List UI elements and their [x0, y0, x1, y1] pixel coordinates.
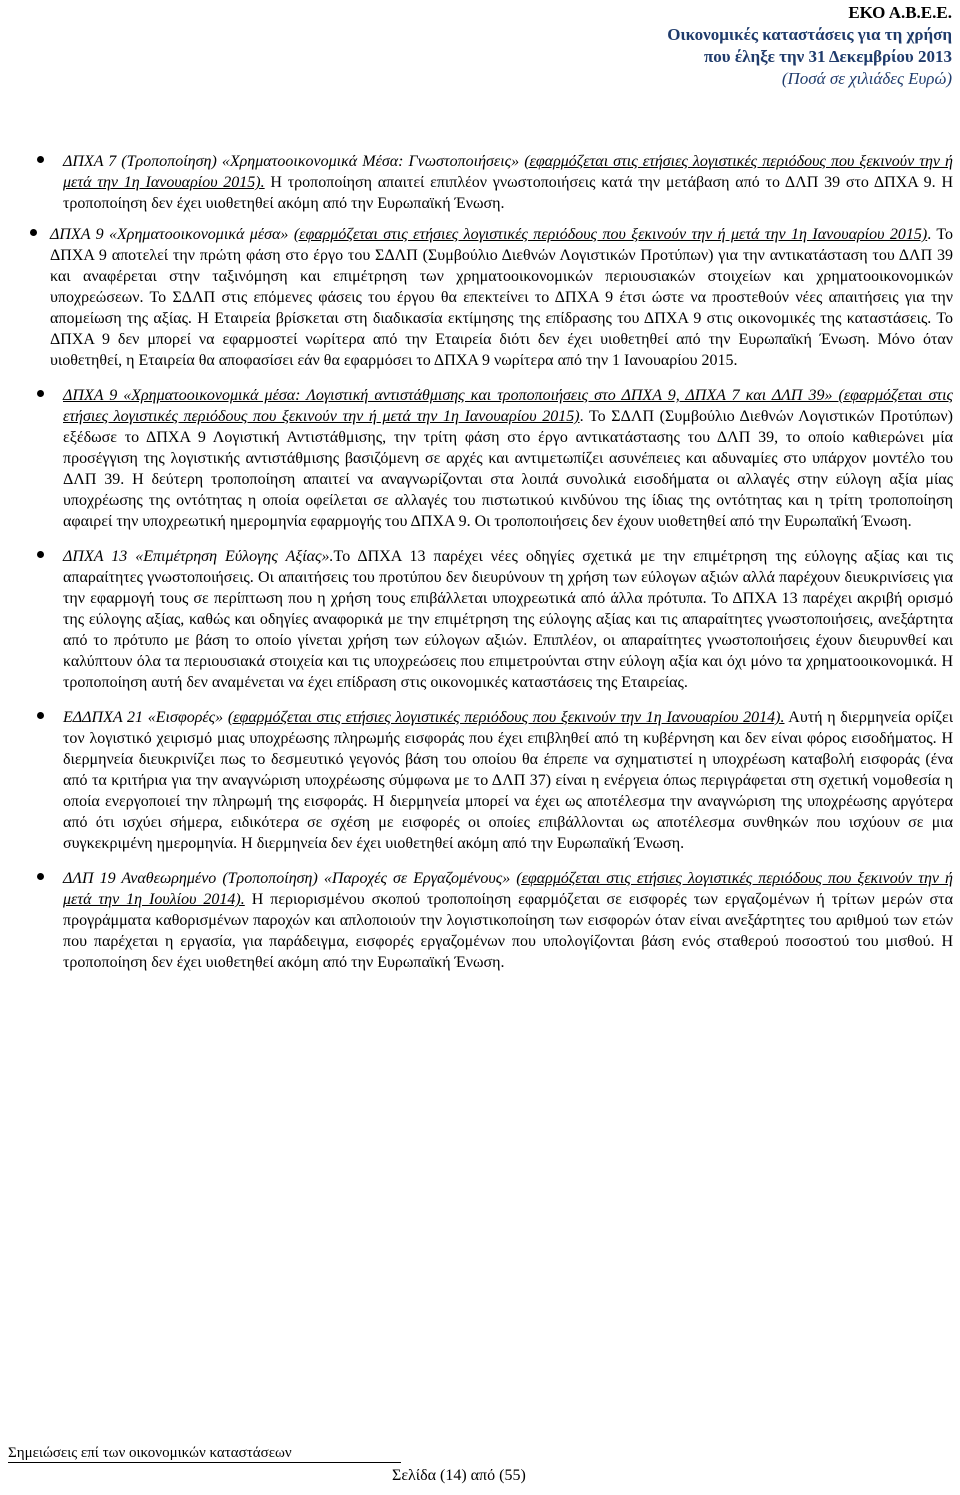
effective-date: (εφαρμόζεται στις ετήσιες λογιστικές περιόδους που ξεκινούν την ή μετά την 1η Ιανουαρίου 2015).	[63, 153, 953, 191]
list-item	[63, 385, 953, 532]
effective-date: (εφαρμόζεται στις ετήσιες λογιστικές περιόδους που ξεκινούν την ή μετά την 1η Ιουλίου 2014).	[63, 870, 953, 908]
standard-title: ΔΠΧΑ 9 «Χρηματοοικονομικά μέσα»	[50, 226, 294, 243]
item-body: . Το ΔΠΧΑ 9 αποτελεί την πρώτη φάση στο έργο του ΣΔΛΠ (Συμβούλιο Διεθνών Λογιστικών Προτύπων) για την αντικατάσταση του ΔΛΠ 39 και αναφέρεται στην ταξινόμηση και επιμέτρηση των χρηματοοικονομικών περιουσιακών στοιχείων και χρηματοοικονομικών υποχρεώσεων. Το ΣΔΛΠ στις επόμενες φάσεις του έργου θα επεκτείνει το ΔΠΧΑ 9 έτσι ώστε να προστεθούν νέες απαιτήσεις για την απομείωση της αξίας. Η Εταιρεία βρίσκεται στη διαδικασία εκτίμησης της επίδρασης του ΔΠΧΑ 9 στις οικονομικές της καταστάσεις. Το ΔΠΧΑ 9 δεν μπορεί να εφαρμοστεί νωρίτερα από την Εταιρεία διότι δεν έχει υιοθετηθεί από την Ευρωπαϊκή Ένωση. Μόνο όταν υιοθετηθεί, η Εταιρεία θα αποφασίσει εάν θα εφαρμόσει το ΔΠΧΑ 9 νωρίτερα από την 1 Ιανουαρίου 2015.	[50, 226, 954, 369]
list-item	[63, 707, 953, 854]
list-item	[50, 224, 953, 371]
standard-title: ΔΛΠ 19 Αναθεωρημένο (Τροποποίηση) «Παροχές σε Εργαζομένους»	[63, 870, 517, 887]
list-item	[63, 868, 953, 973]
effective-date: (εφαρμόζεται στις ετήσιες λογιστικές περιόδους που ξεκινούν την 1η Ιανουαρίου 2014).	[227, 709, 785, 726]
item-body: Η περιορισμένου σκοπού τροποποίηση εφαρμόζεται σε εισφορές των εργαζομένων ή τρίτων μερών στα προγράμματα καθορισμένων παροχών και απλοποιούν την λογιστικοποίηση των εισφορών όταν είναι ανεξάρτητες του αριθμού των ετών που παρέχεται η εργασία, για παράδειγμα, εισφορές εργαζομένων που υπολογίζονται βάση ενός σταθερού ποσοστού του μισθού. Η τροποποίηση δεν έχει υιοθετηθεί ακόμη από την Ευρωπαϊκή Ένωση.	[63, 891, 953, 971]
list-item	[63, 546, 953, 693]
statements-title: Οικονομικές καταστάσεις για τη χρήση	[667, 25, 952, 44]
standard-title: ΔΠΧΑ 7 (Τροποποίηση) «Χρηματοοικονομικά Μέσα: Γνωστοποιήσεις»	[63, 153, 525, 170]
bullet-icon	[37, 712, 44, 719]
bullet-icon	[37, 156, 44, 163]
footer-notes-label: Σημειώσεις επί των οικονομικών καταστάσεων	[8, 1445, 292, 1461]
bullet-icon	[37, 873, 44, 880]
period-end: που έληξε την 31 Δεκεμβρίου 2013	[703, 47, 952, 66]
page-number: Σελίδα (14) από (55)	[392, 1467, 526, 1484]
effective-date: (εφαρμόζεται στις ετήσιες λογιστικές περιόδους που ξεκινούν την ή μετά την 1η Ιανουαρίου 2015)	[293, 226, 928, 243]
item-body: Αυτή η διερμηνεία ορίζει τον λογιστικό χειρισμό μιας υποχρέωσης πληρωμής εισφοράς που έχει επιβληθεί από τη κυβέρνηση και δεν είναι φόρος εισοδήματος. Η διερμηνεία διευκρινίζει πως το δεσμευτικό γεγονός βάση του οποίου θα έπρεπε να σχηματιστεί η υποχρέωση καταβολή εισφοράς (ένα από τα κριτήρια για την αναγνώριση υποχρέωσης σύμφωνα με το ΔΛΠ 37) είναι η ενέργεια όπως περιγράφεται στη σχετική νομοθεσία η οποία ενεργοποιεί την πληρωμή της εισφοράς. Η διερμηνεία μπορεί να έχει ως αποτέλεσμα την αναγνώριση της υποχρέωσης αργότερα από ότι ισχύει σήμερα, ειδικότερα σε σχέση με εισφορές οι οποίες επιβάλλονται ως αποτέλεσμα συνθηκών που ισχύουν σε μια συγκεκριμένη ημερομηνία. Η διερμηνεία δεν έχει υιοθετηθεί ακόμη από την Ευρωπαϊκή Ένωση.	[63, 709, 954, 852]
bullet-icon	[37, 390, 44, 397]
currency-note: (Ποσά σε χιλιάδες Ευρώ)	[781, 69, 952, 88]
item-body: . Το ΣΔΛΠ (Συμβούλιο Διεθνών Λογιστικών Προτύπων) εξέδωσε το ΔΠΧΑ 9 Λογιστική Αντιστάθμισης, την τρίτη φάση στο έργο αντικατάστασης του ΔΛΠ 39, το οποίο καθιερώνει μία προσέγγιση της λογιστικής αντιστάθμισης βασιζόμενη σε αρχές και αντιμετωπίζει ασυνέπειες και αδυναμίες στο υπάρχον μοντέλο του ΔΛΠ 39. Η δεύτερη τροποποίηση απαιτεί να αναγνωρίζονται στα λοιπά συνολικά εισοδήματα οι αλλαγές στην εύλογη αξία μίας υποχρέωσης της οντότητας η οποία οφείλεται σε αλλαγές του πιστωτικού κινδύνου της ίδιας της οντότητας και η τρίτη τροποποίηση αφαιρεί την υποχρεωτική ημερομηνία εφαρμογής του ΔΠΧΑ 9. Οι τροποποιήσεις δεν έχουν υιοθετηθεί από την Ευρωπαϊκή Ένωση.	[63, 408, 953, 530]
standard-title: ΕΔΔΠΧΑ 21 «Εισφορές»	[63, 709, 228, 726]
list-item	[63, 151, 953, 214]
standards-list	[50, 151, 954, 987]
document-header	[667, 2, 952, 90]
item-body: Η τροποποίηση απαιτεί επιπλέον γνωστοποιήσεις κατά την μετάβαση από το ΔΛΠ 39 στο ΔΠΧΑ 9. Η τροποποίηση δεν έχει υιοθετηθεί ακόμη από την Ευρωπαϊκή Ένωση.	[63, 174, 953, 212]
bullet-icon	[37, 551, 44, 558]
company-name: ΕΚΟ Α.Β.Ε.Ε.	[848, 3, 952, 22]
bullet-icon	[30, 229, 37, 236]
footer-divider	[8, 1462, 401, 1463]
standard-title: ΔΠΧΑ 9 «Χρηματοοικονομικά μέσα: Λογιστική αντιστάθμισης και τροποποιήσεις στο ΔΠΧΑ 9, ΔΠΧΑ 7 και ΔΛΠ 39»	[63, 387, 839, 404]
effective-date: (εφαρμόζεται στις ετήσιες λογιστικές περιόδους που ξεκινούν την ή μετά την 1η Ιανουαρίου 2015)	[63, 387, 954, 425]
standard-title: ΔΠΧΑ 13 «Επιμέτρηση Εύλογης Αξίας».	[63, 548, 334, 565]
item-body: Το ΔΠΧΑ 13 παρέχει νέες οδηγίες σχετικά με την επιμέτρηση της εύλογης αξίας και τις απαραίτητες γνωστοποιήσεις. Οι απαιτήσεις του προτύπου δεν διευρύνουν τη χρήση των εύλογων αξιών αλλά παρέχουν διευκρινίσεις για την εφαρμογή τους σε περίπτωση που η χρήση τους επιβάλλεται υποχρεωτικά από άλλα πρότυπα. Το ΔΠΧΑ 13 παρέχει ακριβή ορισμό της εύλογης αξίας, καθώς και οδηγίες αναφορικά με την επιμέτρηση της εύλογης αξίας και τις απαραίτητες γνωστοποιήσεις, ανεξάρτητα από το πρότυπο με βάση το οποίο γίνεται χρήση των εύλογων αξιών. Επιπλέον, οι απαραίτητες γνωστοποιήσεις έχουν διευρυνθεί και καλύπτουν όλα τα περιουσιακά στοιχεία και τις υποχρεώσεις που επιμετρούνται στην εύλογη αξία και όχι μόνο τα χρηματοοικονομικά. Η τροποποίηση αυτή δεν αναμένεται να έχει επίδραση στις οικονομικές καταστάσεις της Εταιρείας.	[63, 548, 953, 691]
